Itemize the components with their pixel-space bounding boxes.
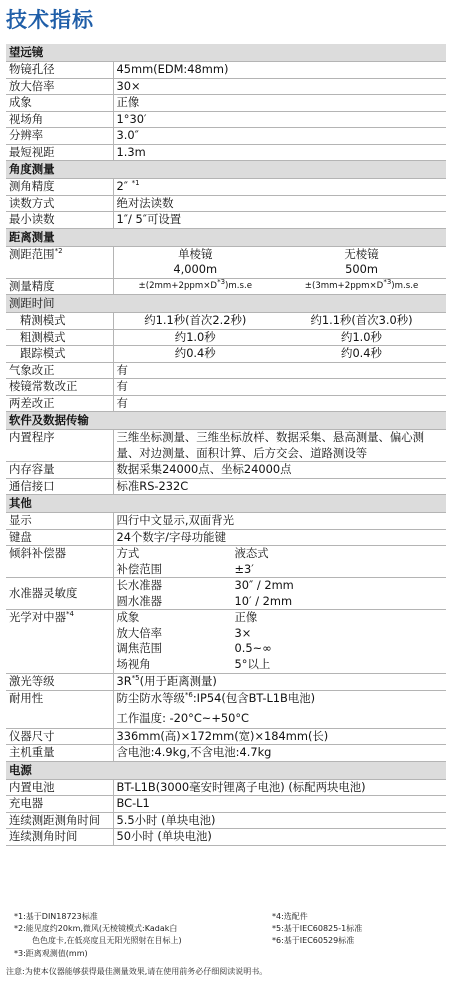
spec-row: 读数方式 绝对法读数: [6, 195, 446, 212]
section-distance: 距离测量: [6, 228, 446, 246]
spec-row: 放大倍率 30×: [6, 78, 446, 95]
spec-row: 两差改正 有: [6, 395, 446, 412]
spec-row-range: 测距范围$^{*2}$ 单棱镜 4,000m 无棱镜 500m: [6, 246, 446, 278]
spec-row: 通信接口 标准RS-232C: [6, 478, 446, 495]
spec-row: 棱镜常数改正 有: [6, 379, 446, 396]
spec-row-programs: 内置程序 三维坐标测量、三维坐标放样、数据采集、悬高测量、偏心测 量、对边测量、面积计算、后方交会、道路测设等: [6, 430, 446, 462]
section-power: 电源: [6, 761, 446, 779]
spec-row: 键盘 24个数字/字母功能键: [6, 529, 446, 546]
spec-row: 激光等级 $3R^{*5}$(用于距离测量): [6, 674, 446, 691]
spec-row: 气象改正 有: [6, 362, 446, 379]
footnote-4: *4:选配件: [272, 912, 308, 921]
spec-row: 连续测角时间 50小时 (单块电池): [6, 829, 446, 846]
section-other: 其他: [6, 495, 446, 513]
spec-row: 精测模式 约1.1秒(首次2.2秒) 约1.1秒(首次3.0秒): [6, 313, 446, 330]
page-title: 技术指标: [6, 8, 94, 32]
spec-row: 物镜孔径 45mm(EDM:48mm): [6, 62, 446, 79]
spec-row-vial: 水准器灵敏度 长水准器 30″ / 2mm 圆水准器 10′ / 2mm: [6, 578, 446, 610]
spec-row-compensator: 倾斜补偿器 方式 液态式 补偿范围 ±3′: [6, 546, 446, 578]
spec-row: 充电器 BC-L1: [6, 796, 446, 813]
spec-row: 内置电池 BT-L1B(3000毫安时锂离子电池) (标配两块电池): [6, 779, 446, 796]
section-telescope: 望远镜: [6, 44, 446, 62]
spec-row-durability: 耐用性 防尘防水等级$^{*6}$:IP54(包含BT-L1B电池) 工作温度: -20°C~+50°C: [6, 690, 446, 728]
footnote-1: *1:基于DIN18723标准: [14, 912, 98, 921]
footnote-notice: 注意:为使本仪器能够获得最佳测量效果,请在使用前务必仔细阅读说明书。: [6, 967, 268, 976]
spec-row: 分辨率 3.0″: [6, 128, 446, 145]
footnote-5: *5:基于IEC60825-1标准: [272, 924, 363, 933]
spec-row: 内存容量 数据采集24000点、坐标24000点: [6, 462, 446, 479]
spec-row: 最小读数 1″/ 5″可设置: [6, 212, 446, 229]
footnote-3: *3:距离观测值(mm): [14, 949, 88, 958]
section-angle: 角度测量: [6, 161, 446, 179]
spec-row: 视场角 1°30′: [6, 111, 446, 128]
spec-table: [6, 44, 446, 846]
spec-row-plummet: 光学对中器$^{*4}$ 成象 正像 放大倍率 3× 调焦范围 0.5~∞ 场视角 5°以上: [6, 610, 446, 674]
spec-row: 成象 正像: [6, 95, 446, 112]
footnote-2: *2:能见度约20km,微风(无棱镜模式:Kadak白: [14, 924, 178, 933]
spec-row: 主机重量 含电池:4.9kg,不含电池:4.7kg: [6, 745, 446, 762]
spec-row: 粗测模式 约1.0秒 约1.0秒: [6, 329, 446, 346]
spec-row: 仪器尺寸 336mm(高)×172mm(宽)×184mm(长): [6, 728, 446, 745]
spec-row: 最短视距 1.3m: [6, 144, 446, 161]
section-software: 软件及数据传输: [6, 412, 446, 430]
spec-row: 连续测距测角时间 5.5小时 (单块电池): [6, 812, 446, 829]
spec-row: 测量精度 $\pm(2mm+2ppm\times D^{*3})m.s.e$ $\pm(3mm+2ppm\times D^{*3})m.s.e$: [6, 278, 446, 295]
footnote-6: *6:基于IEC60529标准: [272, 936, 355, 945]
spec-row: 测角精度 2″ $^{*1}$: [6, 179, 446, 196]
spec-row: 显示 四行中文显示,双面背光: [6, 513, 446, 530]
spec-row: 跟踪模式 约0.4秒 约0.4秒: [6, 346, 446, 363]
subsection-time: 测距时间: [6, 295, 446, 313]
footnote-2-cont: 色色度卡,在低亮度且无阳光照射在目标上): [32, 936, 182, 945]
